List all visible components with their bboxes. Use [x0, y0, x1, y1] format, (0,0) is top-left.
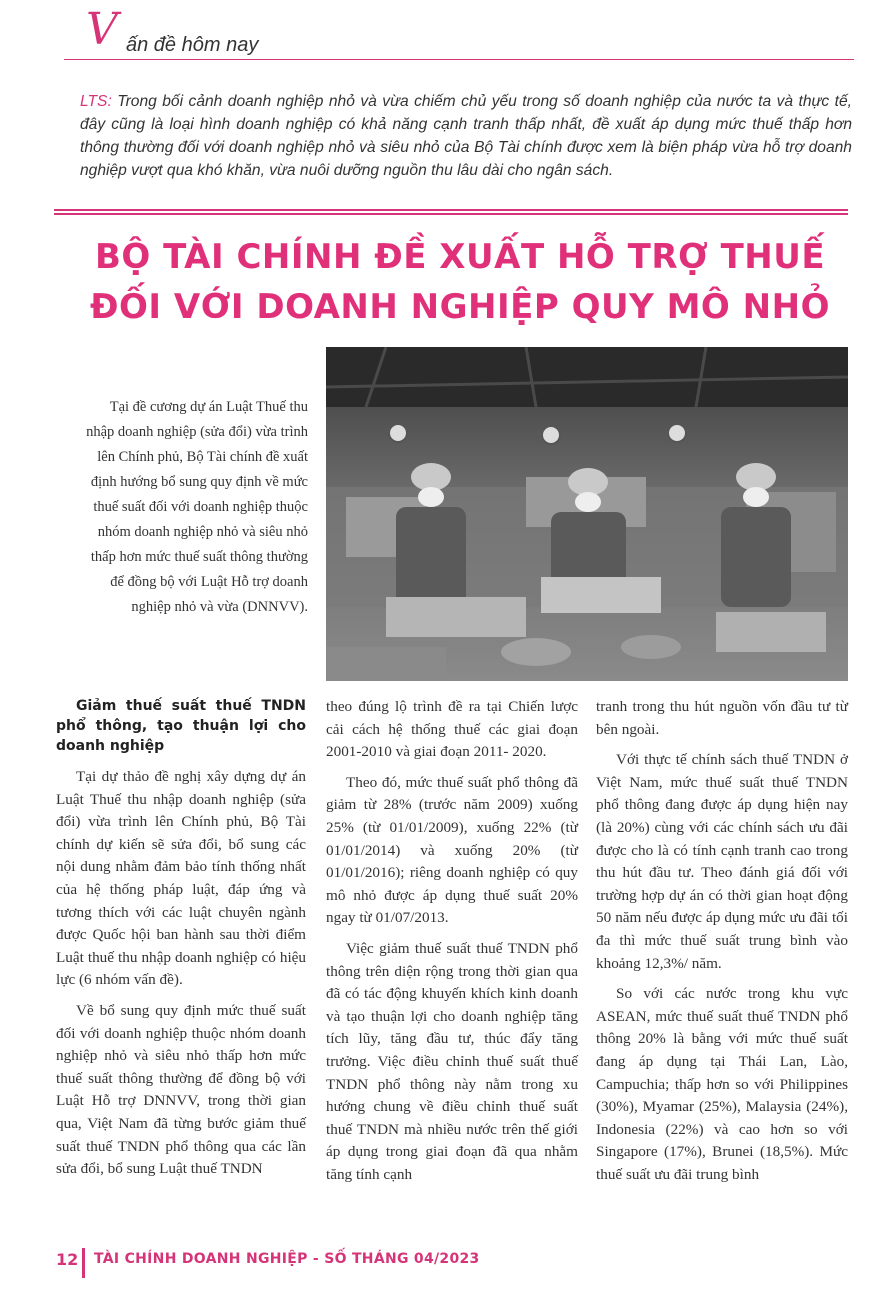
editor-note-tag: LTS: [80, 93, 112, 110]
body-column-3 [596, 696, 848, 1194]
paragraph: tranh trong thu hút nguồn vốn đầu tư từ bên ngoài. [596, 698, 848, 738]
paragraph: Tại dự thảo đề nghị xây dựng dự án Luật Thuế thu nhập doanh nghiệp (sửa đổi) vừa trình lên Chính phủ, Bộ Tài chính dự kiến sẽ sửa đổi, bổ sung các nội dung nhằm đảm bảo tính thống nhất của hệ thống pháp luật, đáp ứng và tương thích với các luật chuyên ngành được Quốc hội ban hành sau thời điểm Luật thuế thu nhập doanh nghiệp có hiệu lực (6 nhóm vấn đề). [56, 768, 306, 989]
article-lead: Tại đề cương dự án Luật Thuế thu nhập doanh nghiệp (sửa đổi) vừa trình lên Chính phủ, Bộ Tài chính đề xuất định hướng bổ sung quy định về mức thuế suất đối với doanh nghiệp thuộc nhóm doanh nghiệp nhỏ và siêu nhỏ thấp hơn mức thuế suất thông thường để đồng bộ với Luật Hỗ trợ doanh nghiệp nhỏ và vừa (DNNVV). [86, 399, 308, 615]
section-initial: V [86, 4, 118, 55]
header-rule [64, 59, 854, 60]
editor-note-text: Trong bối cảnh doanh nghiệp nhỏ và vừa chiếm chủ yếu trong số doanh nghiệp của nước ta và thực tế, đây cũng là loại hình doanh nghiệp có khả năng cạnh tranh thấp nhất, đề xuất áp dụng mức thuế thấp hơn thông thường đối với doanh nghiệp nhỏ và siêu nhỏ của Bộ Tài chính được xem là biện pháp vừa hỗ trợ doanh nghiệp vượt qua khó khăn, vừa nuôi dưỡng nguồn thu lâu dài cho ngân sách. [80, 93, 852, 179]
paragraph: Về bổ sung quy định mức thuế suất đối với doanh nghiệp thuộc nhóm doanh nghiệp nhỏ và siêu nhỏ thấp hơn mức thuế suất thông thường để đồng bộ với Luật Hỗ trợ DNNVV, trong thời gian qua, Việt Nam đã từng bước giảm thuế suất thuế TNDN phổ thông qua các lần sửa đổi, bổ sung Luật thuế TNDN [56, 1001, 306, 1178]
section-name: ấn đề hôm nay [126, 34, 259, 56]
page-number: 12 [56, 1250, 79, 1269]
title-divider [54, 209, 848, 215]
paragraph: theo đúng lộ trình đề ra tại Chiến lược cải cách hệ thống thuế các giai đoạn 2001-2010 và giai đoạn 2011- 2020. [326, 698, 578, 761]
body-column-1 [56, 696, 306, 1189]
publication-name: TÀI CHÍNH DOANH NGHIỆP - SỐ THÁNG 04/2023 [94, 1251, 480, 1267]
editor-note [80, 90, 852, 182]
subheading: Giảm thuế suất thuế TNDN phổ thông, tạo thuận lợi cho doanh nghiệp [56, 698, 306, 754]
paragraph: Theo đó, mức thuế suất phổ thông đã giảm từ 28% (trước năm 2009) xuống 25% (từ 01/01/2009), xuống 22% (từ 01/01/2014) và xuống 20% (từ 01/01/2016); riêng doanh nghiệp có quy mô nhỏ được áp dụng thuế suất 20% ngay từ 01/07/2013. [326, 773, 578, 927]
paragraph: Việc giảm thuế suất thuế TNDN phổ thông trên diện rộng trong thời gian qua đã có tác động khuyến khích kinh doanh và tạo thuận lợi cho doanh nghiệp tăng tích lũy, tăng đầu tư, thúc đẩy tăng trưởng. Việc điều chỉnh thuế suất thuế TNDN phổ thông này nằm trong xu hướng chung về điều chỉnh thuế suất thuế TNDN mà nhiều nước trên thế giới áp dụng trong giai đoạn đã qua nhằm tăng tính cạnh [326, 939, 578, 1183]
paragraph: So với các nước trong khu vực ASEAN, mức thuế suất thuế TNDN phổ thông 20% là bằng với mức thuế suất đang áp dụng tại Thái Lan, Lào, Campuchia; thấp hơn so với Philippines (30%), Myamar (25%), Malaysia (24%), Indonesia (22%) và cao hơn so với Singapore (17%), Brunei (18,5%). Mức thuế suất ưu đãi trung bình [596, 985, 848, 1183]
title-line-1: BỘ TÀI CHÍNH ĐỀ XUẤT HỖ TRỢ THUẾ [94, 237, 826, 277]
title-line-2: ĐỐI VỚI DOANH NGHIỆP QUY MÔ NHỎ [90, 287, 830, 327]
paragraph: Với thực tế chính sách thuế TNDN ở Việt Nam, mức thuế suất thuế TNDN phổ thông đang được áp dụng hiện nay (là 20%) cùng với các chính sách ưu đãi được cho là có tính cạnh tranh cao trong thu hút đầu tư. Theo đánh giá đối với trường hợp dự án có thời gian hoạt động 50 năm nếu được áp dụng mức ưu đãi tối đa thì mức thuế suất trung bình vào khoảng 12,3%/ năm. [596, 751, 848, 972]
page-footer [56, 1248, 848, 1276]
footer-divider [82, 1248, 85, 1278]
body-column-2 [326, 696, 578, 1194]
section-header [64, 4, 854, 60]
article-photo [326, 347, 848, 681]
article-title [60, 232, 860, 332]
